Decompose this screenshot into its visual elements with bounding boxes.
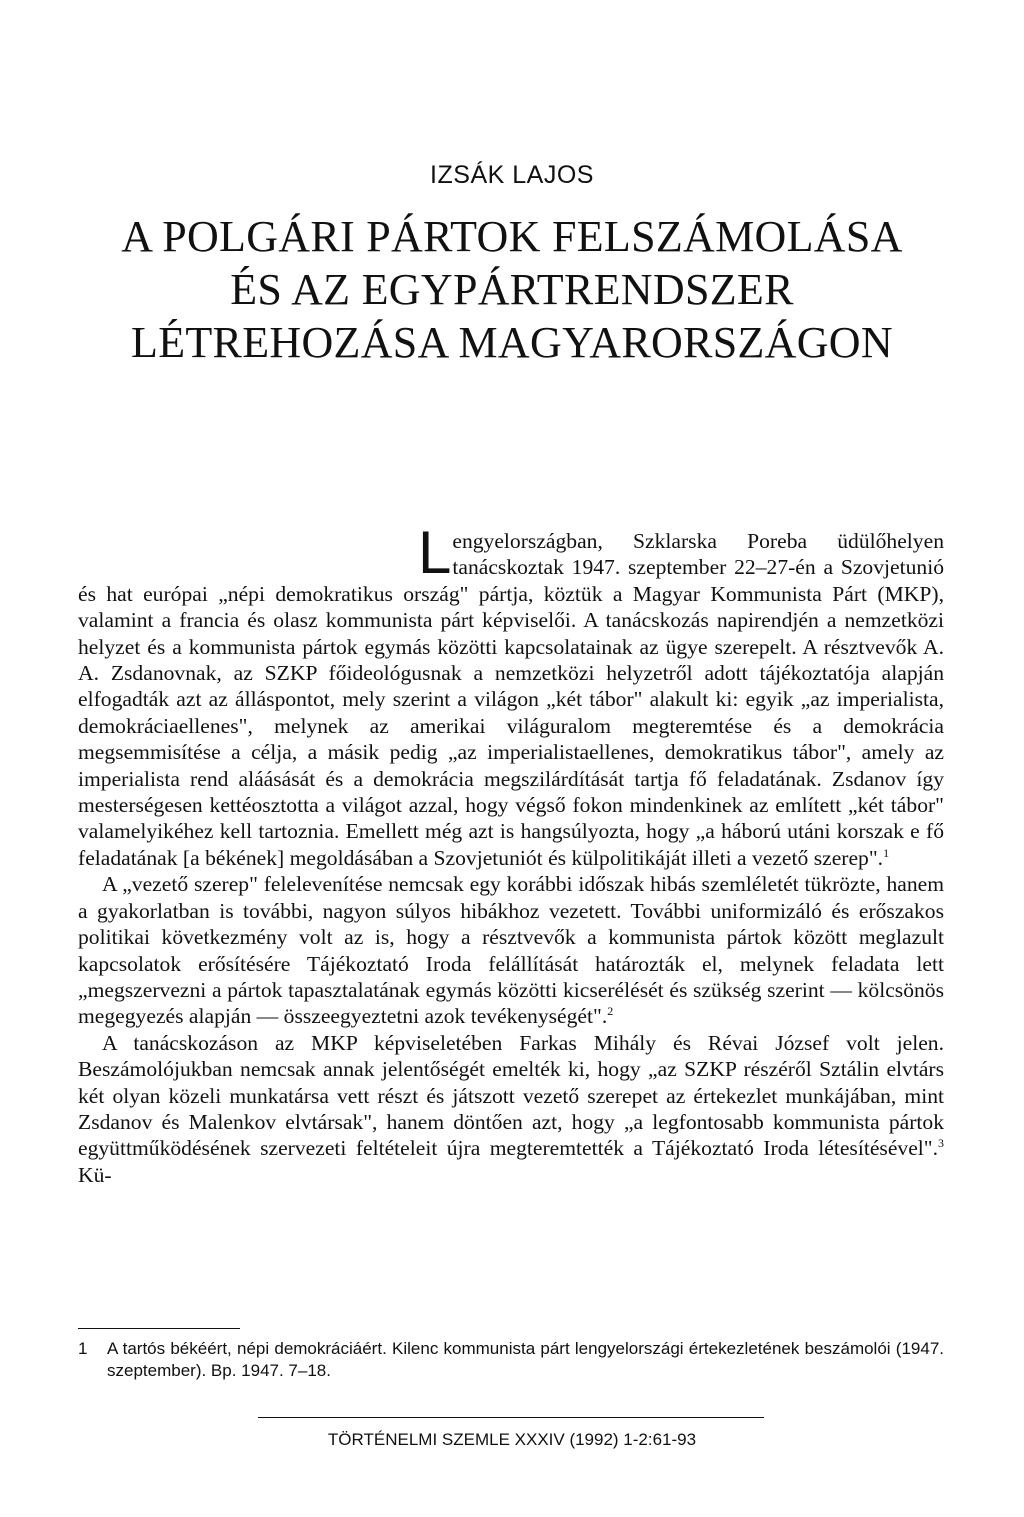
footnote-ref-1: 1 — [883, 845, 890, 860]
paragraph-2 — [78, 871, 944, 1029]
paragraph-3-text: A tanácskozáson az MKP képviseletében Farkas Mihály és Révai József volt jelen. Beszámolójukban nemcsak annak jelentőségét emelték ki, hogy „az SZKP részéről Sztálin elvtárs két olyan közeli munkatársa vett részt és játszott vezető szerepet az értekezlet munkájában, mint Zsdanov és Malenkov elvtársak", hanem döntően azt, hogy „a legfontosabb kommunista pártok együttműködésének szervezeti feltételeit újra megteremtették a Tájékoztató Iroda létesítésével". — [78, 1030, 944, 1161]
footnote-text: A tartós békéért, népi demokráciáért. Kilenc kommunista párt lengyelországi értekezletének beszámolói (1947. szeptember). Bp. 1947. 7–18. — [107, 1339, 944, 1380]
article-body — [78, 500, 944, 1188]
paragraph-3 — [78, 1030, 944, 1188]
footnote-ref-2: 2 — [607, 1004, 614, 1019]
paragraph-2-text: A „vezető szerep" felelevenítése nemcsak egy korábbi időszak hibás szemléletét tükrözte, hanem a gyakorlatban is további, nagyon súlyos hibákhoz vezetett. További uniformizáló és erőszakos politikai következmény volt az is, hogy a résztvevők a kommunista pártok között meglazult kapcsolatok erősítésére Tájékoztató Iroda felállítását határozták el, melynek feladata lett „megszervezni a pártok tapasztalatának egymás közötti kicserélését és szükség szerint — kölcsönös megegyezés alapján — összeegyeztetni azok tevékenységét". — [78, 872, 944, 1029]
footnote-number: 1 — [78, 1339, 88, 1358]
paragraph-1-text: engyelországban, Szklarska Poreba üdülőhelyen tanácskoztak 1947. szeptember 22–27-én a Szovjetunió és hat európai „népi demokratikus ország" pártja, köztük a Magyar Kommunista Párt (MKP), valamint a francia és olasz kommunista párt képviselői. A tanácskozás napirendjén a nemzetközi helyzet és a kommunista pártok egymás közötti kapcsolatainak az ügye szerepelt. A résztvevők A. A. Zsdanovnak, az SZKP főideológusnak a nemzetközi helyzetről adott tájékoztatója alapján elfogadták azt az álláspontot, mely szerint a világon „két tábor" alakult ki: egyik „az imperialista, demokráciaellenes", melynek az amerikai világuralom megteremtése és a demokrácia megsemmisítése a célja, a másik pedig „az imperialistaellenes, demokratikus tábor", amely az imperialista rend aláásását és a demokrácia megszilárdítását tartja fő feladatának. Zsdanov így mesterségesen kettéosztotta a világot azzal, hogy végső fokon mindenkinek az említett „két tábor" valamelyikéhez kell tartoznia. Emellett még azt is hangsúlyozta, hogy „a háború utáni korszak e fő feladatának [a békének] megoldásában a Szovjetuniót és külpolitikáját illeti a vezető szerep". — [78, 529, 944, 870]
title-line-3: LÉTREHOZÁSA MAGYARORSZÁGON — [131, 318, 893, 367]
dropcap-spacer — [78, 500, 944, 528]
journal-citation: TÖRTÉNELMI SZEMLE XXXIV (1992) 1-2:61-93 — [327, 1430, 697, 1449]
paragraph-1 — [78, 500, 944, 871]
footnote-1 — [78, 1338, 944, 1382]
footnote-divider — [78, 1328, 240, 1329]
author-name: IZSÁK LAJOS — [430, 161, 594, 189]
drop-cap: L — [418, 519, 452, 586]
footer-divider — [258, 1417, 764, 1418]
paragraph-3-tail: Kü- — [78, 1162, 112, 1187]
title-line-1: A POLGÁRI PÁRTOK FELSZÁMOLÁSA — [121, 212, 903, 261]
title-line-2: ÉS AZ EGYPÁRTRENDSZER — [230, 265, 794, 314]
article-title — [60, 210, 964, 369]
footnote-ref-3: 3 — [938, 1136, 944, 1151]
